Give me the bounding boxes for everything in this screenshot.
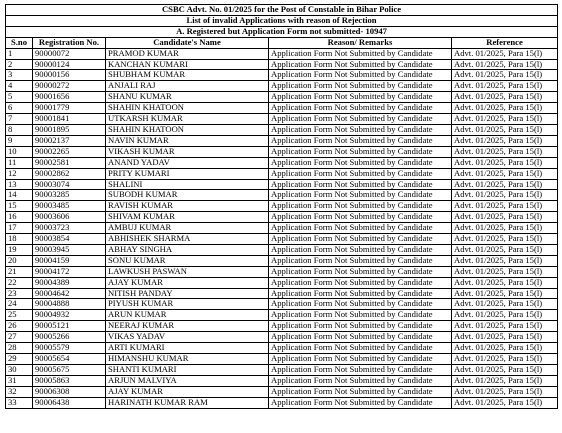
cell-registration-no: 90006308 (33, 386, 106, 397)
cell-candidate-name: SHUBHAM KUMAR (106, 70, 269, 81)
cell-registration-no: 90004642 (33, 288, 106, 299)
cell-registration-no: 90003285 (33, 190, 106, 201)
cell-registration-no: 90003606 (33, 212, 106, 223)
table-row (6, 277, 558, 288)
cell-sno: 23 (6, 288, 33, 299)
cell-registration-no: 90005121 (33, 321, 106, 332)
cell-registration-no: 90000156 (33, 70, 106, 81)
cell-candidate-name: ANAND YADAV (106, 157, 269, 168)
cell-candidate-name: HARINATH KUMAR RAM (106, 397, 269, 408)
table-row (6, 397, 558, 408)
cell-reference: Advt. 01/2025, Para 15(l) (452, 70, 558, 81)
cell-candidate-name: VIKAS YADAV (106, 332, 269, 343)
cell-reference: Advt. 01/2025, Para 15(l) (452, 103, 558, 114)
cell-reference: Advt. 01/2025, Para 15(l) (452, 168, 558, 179)
cell-reference: Advt. 01/2025, Para 15(l) (452, 190, 558, 201)
table-row (6, 103, 558, 114)
table-row (6, 299, 558, 310)
cell-reference: Advt. 01/2025, Para 15(l) (452, 157, 558, 168)
cell-reason: Application Form Not Submitted by Candidate (269, 234, 452, 245)
section-row (6, 26, 558, 37)
rejection-table (5, 4, 558, 409)
cell-reference: Advt. 01/2025, Para 15(l) (452, 332, 558, 343)
cell-reason: Application Form Not Submitted by Candidate (269, 114, 452, 125)
cell-reason: Application Form Not Submitted by Candidate (269, 146, 452, 157)
cell-reason: Application Form Not Submitted by Candidate (269, 321, 452, 332)
cell-reference: Advt. 01/2025, Para 15(l) (452, 114, 558, 125)
cell-registration-no: 90004159 (33, 255, 106, 266)
cell-reason: Application Form Not Submitted by Candidate (269, 201, 452, 212)
cell-candidate-name: SHALINI (106, 179, 269, 190)
cell-sno: 7 (6, 114, 33, 125)
cell-reason: Application Form Not Submitted by Candidate (269, 386, 452, 397)
table-row (6, 364, 558, 375)
cell-sno: 28 (6, 343, 33, 354)
cell-sno: 3 (6, 70, 33, 81)
table-row (6, 223, 558, 234)
cell-reference: Advt. 01/2025, Para 15(l) (452, 59, 558, 70)
cell-registration-no: 90004172 (33, 266, 106, 277)
cell-sno: 31 (6, 375, 33, 386)
cell-registration-no: 90003945 (33, 244, 106, 255)
cell-registration-no: 90001895 (33, 124, 106, 135)
cell-registration-no: 90002862 (33, 168, 106, 179)
cell-sno: 24 (6, 299, 33, 310)
cell-sno: 20 (6, 255, 33, 266)
table-row (6, 92, 558, 103)
cell-reason: Application Form Not Submitted by Candidate (269, 81, 452, 92)
cell-sno: 15 (6, 201, 33, 212)
cell-candidate-name: SUBODH KUMAR (106, 190, 269, 201)
cell-reference: Advt. 01/2025, Para 15(l) (452, 223, 558, 234)
cell-registration-no: 90004389 (33, 277, 106, 288)
cell-candidate-name: RAVISH KUMAR (106, 201, 269, 212)
cell-reason: Application Form Not Submitted by Candidate (269, 255, 452, 266)
cell-reference: Advt. 01/2025, Para 15(l) (452, 321, 558, 332)
cell-registration-no: 90002581 (33, 157, 106, 168)
table-row (6, 321, 558, 332)
column-header-reference: Reference (452, 37, 558, 48)
cell-reason: Application Form Not Submitted by Candidate (269, 244, 452, 255)
cell-sno: 33 (6, 397, 33, 408)
cell-reason: Application Form Not Submitted by Candidate (269, 70, 452, 81)
cell-sno: 4 (6, 81, 33, 92)
cell-registration-no: 90005579 (33, 343, 106, 354)
table-row (6, 266, 558, 277)
cell-reference: Advt. 01/2025, Para 15(l) (452, 212, 558, 223)
table-row (6, 255, 558, 266)
cell-registration-no: 90004932 (33, 310, 106, 321)
cell-candidate-name: ABHISHEK SHARMA (106, 234, 269, 245)
cell-registration-no: 90003485 (33, 201, 106, 212)
cell-sno: 9 (6, 135, 33, 146)
cell-candidate-name: SHANU KUMAR (106, 92, 269, 103)
cell-reference: Advt. 01/2025, Para 15(l) (452, 255, 558, 266)
cell-reason: Application Form Not Submitted by Candidate (269, 59, 452, 70)
cell-reason: Application Form Not Submitted by Candidate (269, 157, 452, 168)
cell-candidate-name: SHAHIN KHATOON (106, 103, 269, 114)
cell-reference: Advt. 01/2025, Para 15(l) (452, 146, 558, 157)
cell-reference: Advt. 01/2025, Para 15(l) (452, 375, 558, 386)
cell-candidate-name: ANJALI RAJ (106, 81, 269, 92)
cell-reference: Advt. 01/2025, Para 15(l) (452, 124, 558, 135)
table-row (6, 81, 558, 92)
cell-reference: Advt. 01/2025, Para 15(l) (452, 48, 558, 59)
cell-registration-no: 90006438 (33, 397, 106, 408)
cell-registration-no: 90003074 (33, 179, 106, 190)
cell-reason: Application Form Not Submitted by Candidate (269, 397, 452, 408)
cell-reference: Advt. 01/2025, Para 15(l) (452, 135, 558, 146)
cell-sno: 2 (6, 59, 33, 70)
cell-candidate-name: UTKARSH KUMAR (106, 114, 269, 125)
cell-sno: 30 (6, 364, 33, 375)
table-row (6, 146, 558, 157)
cell-sno: 17 (6, 223, 33, 234)
table-row (6, 288, 558, 299)
table-row (6, 375, 558, 386)
cell-reference: Advt. 01/2025, Para 15(l) (452, 201, 558, 212)
cell-candidate-name: AMBUJ KUMAR (106, 223, 269, 234)
cell-reference: Advt. 01/2025, Para 15(l) (452, 266, 558, 277)
cell-candidate-name: NAVIN KUMAR (106, 135, 269, 146)
table-row (6, 124, 558, 135)
cell-sno: 26 (6, 321, 33, 332)
table-row (6, 157, 558, 168)
table-row (6, 354, 558, 365)
cell-reason: Application Form Not Submitted by Candidate (269, 332, 452, 343)
cell-reason: Application Form Not Submitted by Candidate (269, 179, 452, 190)
cell-sno: 32 (6, 386, 33, 397)
cell-reason: Application Form Not Submitted by Candidate (269, 135, 452, 146)
cell-reference: Advt. 01/2025, Para 15(l) (452, 81, 558, 92)
table-row (6, 386, 558, 397)
cell-reference: Advt. 01/2025, Para 15(l) (452, 310, 558, 321)
table-body (6, 5, 558, 409)
table-row (6, 234, 558, 245)
cell-sno: 25 (6, 310, 33, 321)
cell-reference: Advt. 01/2025, Para 15(l) (452, 288, 558, 299)
cell-sno: 1 (6, 48, 33, 59)
cell-reference: Advt. 01/2025, Para 15(l) (452, 343, 558, 354)
cell-candidate-name: NEERAJ KUMAR (106, 321, 269, 332)
column-header-candidate-name: Candidate's Name (106, 37, 269, 48)
cell-reference: Advt. 01/2025, Para 15(l) (452, 179, 558, 190)
cell-candidate-name: AJAY KUMAR (106, 386, 269, 397)
cell-candidate-name: LAWKUSH PASWAN (106, 266, 269, 277)
cell-reference: Advt. 01/2025, Para 15(l) (452, 277, 558, 288)
cell-sno: 22 (6, 277, 33, 288)
cell-sno: 13 (6, 179, 33, 190)
cell-registration-no: 90004888 (33, 299, 106, 310)
cell-reason: Application Form Not Submitted by Candidate (269, 266, 452, 277)
table-row (6, 201, 558, 212)
cell-sno: 27 (6, 332, 33, 343)
cell-sno: 10 (6, 146, 33, 157)
cell-reason: Application Form Not Submitted by Candidate (269, 92, 452, 103)
document-subtitle: List of invalid Applications with reason of Rejection (6, 15, 558, 26)
cell-candidate-name: PRAMOD KUMAR (106, 48, 269, 59)
cell-sno: 21 (6, 266, 33, 277)
column-header-registration-no: Registration No. (33, 37, 106, 48)
cell-candidate-name: ARJUN MALVIYA (106, 375, 269, 386)
cell-registration-no: 90002137 (33, 135, 106, 146)
cell-sno: 11 (6, 157, 33, 168)
column-header-row (6, 37, 558, 48)
table-row (6, 59, 558, 70)
cell-registration-no: 90000272 (33, 81, 106, 92)
cell-reason: Application Form Not Submitted by Candidate (269, 223, 452, 234)
cell-candidate-name: SHAHIN KHATOON (106, 124, 269, 135)
cell-reason: Application Form Not Submitted by Candidate (269, 288, 452, 299)
cell-candidate-name: PRITY KUMARI (106, 168, 269, 179)
cell-reason: Application Form Not Submitted by Candidate (269, 190, 452, 201)
cell-reference: Advt. 01/2025, Para 15(l) (452, 386, 558, 397)
cell-sno: 19 (6, 244, 33, 255)
cell-reason: Application Form Not Submitted by Candidate (269, 310, 452, 321)
cell-registration-no: 90005863 (33, 375, 106, 386)
cell-reason: Application Form Not Submitted by Candidate (269, 168, 452, 179)
cell-reason: Application Form Not Submitted by Candidate (269, 375, 452, 386)
cell-reference: Advt. 01/2025, Para 15(l) (452, 234, 558, 245)
cell-sno: 6 (6, 103, 33, 114)
column-header-reason: Reason/ Remarks (269, 37, 452, 48)
cell-registration-no: 90002265 (33, 146, 106, 157)
cell-reason: Application Form Not Submitted by Candidate (269, 343, 452, 354)
table-row (6, 70, 558, 81)
table-row (6, 343, 558, 354)
table-row (6, 135, 558, 146)
cell-registration-no: 90001779 (33, 103, 106, 114)
title-row (6, 5, 558, 16)
section-heading: A. Registered but Application Form not submitted- 10947 (6, 26, 558, 37)
cell-registration-no: 90003854 (33, 234, 106, 245)
cell-reason: Application Form Not Submitted by Candidate (269, 364, 452, 375)
cell-sno: 18 (6, 234, 33, 245)
cell-reason: Application Form Not Submitted by Candidate (269, 354, 452, 365)
cell-reason: Application Form Not Submitted by Candidate (269, 48, 452, 59)
cell-reference: Advt. 01/2025, Para 15(l) (452, 299, 558, 310)
cell-sno: 29 (6, 354, 33, 365)
cell-registration-no: 90001841 (33, 114, 106, 125)
cell-candidate-name: KANCHAN KUMARI (106, 59, 269, 70)
table-row (6, 310, 558, 321)
cell-registration-no: 90005654 (33, 354, 106, 365)
cell-registration-no: 90005675 (33, 364, 106, 375)
cell-sno: 8 (6, 124, 33, 135)
cell-candidate-name: AJAY KUMAR (106, 277, 269, 288)
cell-registration-no: 90000124 (33, 59, 106, 70)
cell-reason: Application Form Not Submitted by Candidate (269, 124, 452, 135)
table-row (6, 190, 558, 201)
cell-registration-no: 90003723 (33, 223, 106, 234)
table-row (6, 168, 558, 179)
column-header-sno: S.no (6, 37, 33, 48)
cell-sno: 14 (6, 190, 33, 201)
cell-reference: Advt. 01/2025, Para 15(l) (452, 364, 558, 375)
cell-reason: Application Form Not Submitted by Candidate (269, 299, 452, 310)
cell-reference: Advt. 01/2025, Para 15(l) (452, 244, 558, 255)
cell-sno: 16 (6, 212, 33, 223)
cell-candidate-name: ARTI KUMARI (106, 343, 269, 354)
cell-candidate-name: SONU KUMAR (106, 255, 269, 266)
table-row (6, 114, 558, 125)
cell-candidate-name: HIMANSHU KUMAR (106, 354, 269, 365)
table-row (6, 332, 558, 343)
cell-reason: Application Form Not Submitted by Candidate (269, 103, 452, 114)
table-row (6, 48, 558, 59)
cell-sno: 5 (6, 92, 33, 103)
cell-candidate-name: PIYUSH KUMAR (106, 299, 269, 310)
cell-candidate-name: SHIVAM KUMAR (106, 212, 269, 223)
cell-candidate-name: NITISH PANDAY (106, 288, 269, 299)
cell-candidate-name: SHANTI KUMARI (106, 364, 269, 375)
table-row (6, 179, 558, 190)
cell-registration-no: 90000072 (33, 48, 106, 59)
cell-reference: Advt. 01/2025, Para 15(l) (452, 354, 558, 365)
document-title: CSBC Advt. No. 01/2025 for the Post of Constable in Bihar Police (6, 5, 558, 16)
table-row (6, 212, 558, 223)
cell-candidate-name: ARUN KUMAR (106, 310, 269, 321)
cell-reference: Advt. 01/2025, Para 15(l) (452, 92, 558, 103)
cell-reference: Advt. 01/2025, Para 15(l) (452, 397, 558, 408)
cell-reason: Application Form Not Submitted by Candidate (269, 277, 452, 288)
table-row (6, 244, 558, 255)
cell-candidate-name: ABHAY SINGHA (106, 244, 269, 255)
cell-reason: Application Form Not Submitted by Candidate (269, 212, 452, 223)
cell-candidate-name: VIKASH KUMAR (106, 146, 269, 157)
cell-registration-no: 90001656 (33, 92, 106, 103)
subtitle-row (6, 15, 558, 26)
cell-registration-no: 90005266 (33, 332, 106, 343)
cell-sno: 12 (6, 168, 33, 179)
